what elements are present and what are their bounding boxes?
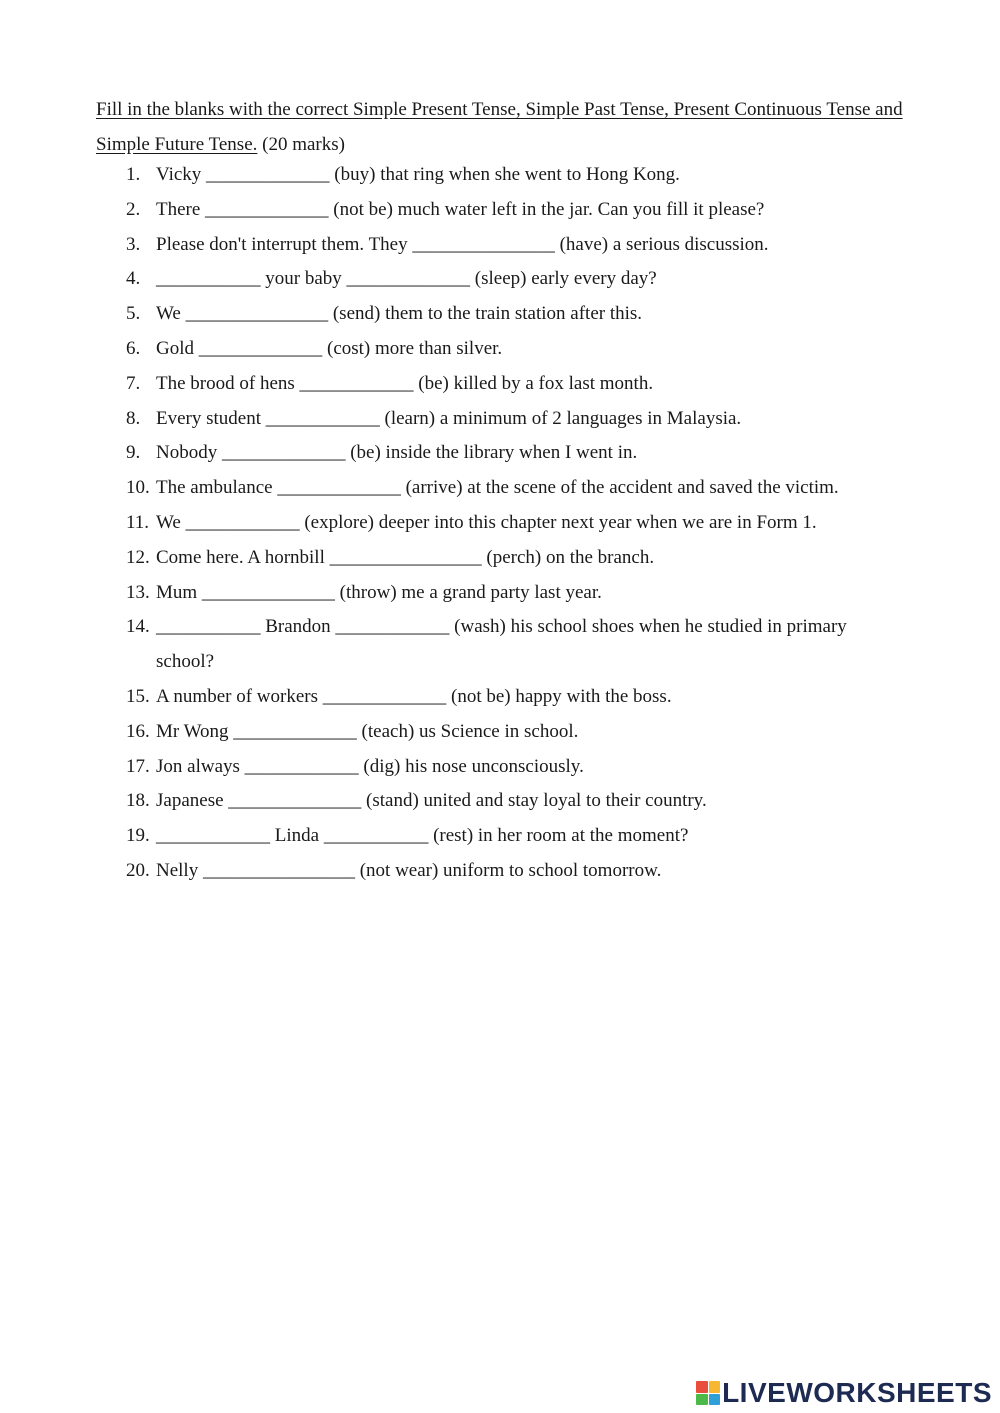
question-text: Nobody _____________ (be) inside the library when I went in. [156,442,638,464]
question-item [96,228,896,263]
question-item [96,541,896,576]
question-number: 19. [126,825,150,847]
question-text: Nelly ________________ (not wear) uniform to school tomorrow. [156,859,662,881]
question-item [96,436,896,471]
question-text: Mum ______________ (throw) me a grand party last year. [156,581,602,603]
question-item [96,332,896,367]
question-text: Mr Wong _____________ (teach) us Science in school. [156,720,579,742]
instructions-text: Fill in the blanks with the correct Simple Present Tense, Simple Past Tense, Present Continuous Tense and Simple Future Tense. [96,99,903,155]
question-text: There _____________ (not be) much water left in the jar. Can you fill it please? [156,198,765,220]
question-text: Every student ____________ (learn) a minimum of 2 languages in Malaysia. [156,407,742,429]
question-item [96,367,896,402]
question-number: 8. [126,407,141,429]
question-item [96,471,896,506]
question-text: Jon always ____________ (dig) his nose unconsciously. [156,755,584,777]
logo-square-yellow [709,1381,721,1393]
question-text: Come here. A hornbill ________________ (perch) on the branch. [156,546,655,568]
question-text: Japanese ______________ (stand) united and stay loyal to their country. [156,790,707,812]
logo-square-blue [709,1394,721,1406]
question-item [96,784,896,819]
question-text: Gold _____________ (cost) more than silver. [156,337,503,359]
question-number: 5. [126,303,141,325]
liveworksheets-brand [696,1379,992,1407]
question-number: 9. [126,442,141,464]
question-item [96,402,896,437]
question-text: We _______________ (send) them to the train station after this. [156,303,643,325]
question-item [96,158,896,193]
question-item [96,506,896,541]
question-item [96,193,896,228]
question-number: 20. [126,859,150,881]
question-number: 12. [126,546,150,568]
instructions [96,92,916,162]
question-item [96,262,896,297]
question-number: 18. [126,790,150,812]
question-text: We ____________ (explore) deeper into this chapter next year when we are in Form 1. [156,511,817,533]
question-number: 17. [126,755,150,777]
question-number: 14. [126,616,150,638]
question-text: ___________ your baby _____________ (sleep) early every day? [156,268,657,290]
question-item [96,297,896,332]
question-item [96,750,896,785]
question-number: 1. [126,164,141,185]
question-number: 16. [126,720,150,742]
question-text: ___________ Brandon ____________ (wash) his school shoes when he studied in primary school? [156,616,852,673]
question-number: 4. [126,268,141,290]
question-number: 11. [126,511,150,533]
question-text: Vicky _____________ (buy) that ring when she went to Hong Kong. [156,164,680,185]
question-item [96,854,896,889]
question-list [96,158,896,889]
question-number: 15. [126,685,150,707]
question-text: The ambulance _____________ (arrive) at the scene of the accident and saved the victim. [156,477,839,499]
question-item [96,715,896,750]
question-text: A number of workers _____________ (not be) happy with the boss. [156,685,672,707]
marks-label: (20 marks) [257,134,345,155]
question-number: 7. [126,372,141,394]
question-item [96,819,896,854]
question-number: 2. [126,198,141,220]
question-item [96,610,896,680]
question-text: The brood of hens ____________ (be) killed by a fox last month. [156,372,654,394]
question-text: Please don't interrupt them. They _______________ (have) a serious discussion. [156,233,769,255]
question-number: 6. [126,337,141,359]
logo-square-green [696,1394,708,1406]
brand-name: LIVEWORKSHEETS [722,1377,992,1408]
question-number: 3. [126,233,141,255]
question-item [96,576,896,611]
logo-square-red [696,1381,708,1393]
question-number: 10. [126,477,150,499]
liveworksheets-logo-icon [696,1381,720,1405]
question-number: 13. [126,581,150,603]
question-text: ____________ Linda ___________ (rest) in her room at the moment? [156,825,689,847]
question-item [96,680,896,715]
